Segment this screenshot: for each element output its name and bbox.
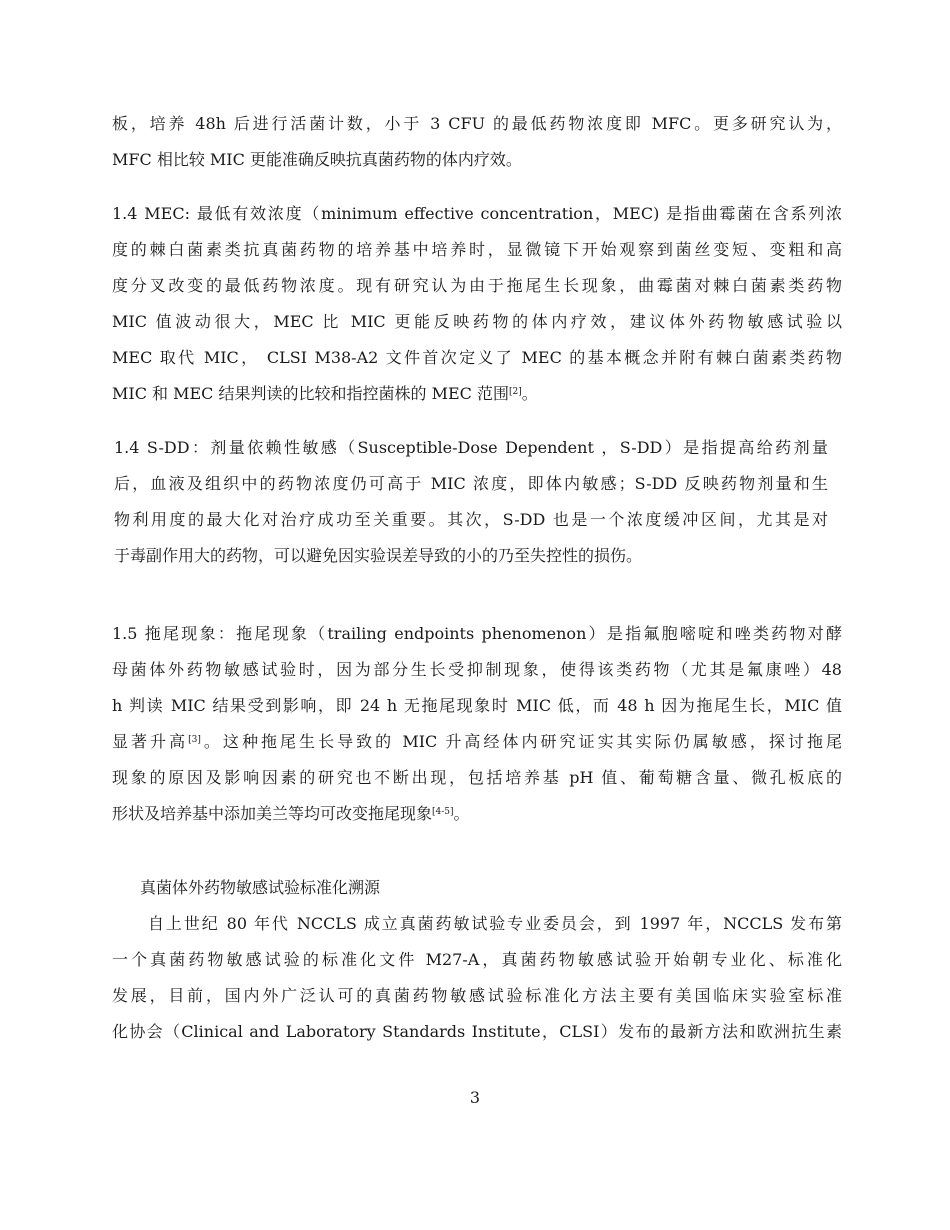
text-run: MEC 取代 MIC， CLSI M38-A2 文件首次定义了 MEC 的基本概念并附有棘白菌素类药物 (112, 348, 842, 367)
text-line (112, 986, 842, 1006)
text-line (114, 474, 828, 494)
text-run: 。 (453, 804, 470, 823)
text-line (114, 510, 828, 530)
citation-reference[interactable]: [4-5] (432, 807, 454, 817)
text-run: 。这种拖尾生长导致的 MIC 升高经体内研究证实其实际仍属敏感，探讨拖尾 (200, 732, 842, 751)
text-line (112, 768, 842, 788)
text-run: 发展，目前，国内外广泛认可的真菌药物敏感试验标准化方法主要有美国临床实验室标准 (112, 986, 842, 1005)
text-run: 于毒副作用大的药物，可以避免因实验误差导致的小的乃至失控性的损伤。 (114, 546, 643, 565)
text-run: 真菌体外药物敏感试验标准化溯源 (140, 878, 381, 897)
text-run: 化协会（Clinical and Laboratory Standards Institute，CLSI）发布的最新方法和欧洲抗生素 (112, 1022, 842, 1041)
text-line (112, 348, 842, 368)
text-run: 板，培养 48h 后进行活菌计数，小于 3 CFU 的最低药物浓度即 MFC。更多研究认为， (112, 114, 842, 133)
citation-reference[interactable]: [2] (509, 387, 522, 397)
text-run: 1.5 拖尾现象：拖尾现象（trailing endpoints phenomenon）是指氟胞嘧啶和唑类药物对酵 (112, 624, 842, 643)
text-run: MFC 相比较 MIC 更能准确反映抗真菌药物的体内疗效。 (112, 150, 522, 169)
text-line (112, 312, 842, 332)
text-run: MIC 和 MEC 结果判读的比较和指控菌株的 MEC 范围 (112, 384, 509, 403)
text-run: MIC 值波动很大，MEC 比 MIC 更能反映药物的体内疗效，建议体外药物敏感试验以 (112, 312, 842, 331)
text-run: 一个真菌药物敏感试验的标准化文件 M27-A，真菌药物敏感试验开始朝专业化、标准化 (112, 950, 842, 969)
text-line (112, 732, 842, 752)
text-run: 度分叉改变的最低药物浓度。现有研究认为由于拖尾生长现象，曲霉菌对棘白菌素类药物 (112, 276, 842, 295)
text-line (112, 804, 842, 824)
text-run: 1.4 S-DD：剂量依赖性敏感（Susceptible-Dose Dependent ，S-DD）是指提高给药剂量 (114, 438, 828, 457)
text-line (112, 276, 842, 296)
page-number: 3 (469, 1088, 481, 1107)
text-line (112, 204, 842, 224)
text-run: 母菌体外药物敏感试验时，因为部分生长受抑制现象，使得该类药物（尤其是氟康唑）48 (112, 660, 842, 679)
text-run: 形状及培养基中添加美兰等均可改变拖尾现象 (112, 804, 433, 823)
text-run: 。 (521, 384, 538, 403)
text-line (112, 150, 842, 170)
text-line (112, 384, 842, 404)
text-run: 显著升高 (112, 732, 189, 751)
text-run: 现象的原因及影响因素的研究也不断出现，包括培养基 pH 值、葡萄糖含量、微孔板底的 (112, 768, 842, 787)
text-line (114, 546, 828, 566)
text-line (112, 114, 842, 134)
text-run: 度的棘白菌素类抗真菌药物的培养基中培养时，显微镜下开始观察到菌丝变短、变粗和高 (112, 240, 842, 259)
citation-reference[interactable]: [3] (188, 735, 201, 745)
text-line (148, 914, 842, 934)
text-run: 物利用度的最大化对治疗成功至关重要。其次，S-DD 也是一个浓度缓冲区间，尤其是对 (114, 510, 828, 529)
text-line (112, 950, 842, 970)
text-run: 后，血液及组织中的药物浓度仍可高于 MIC 浓度，即体内敏感；S-DD 反映药物剂量和生 (114, 474, 828, 493)
text-line (112, 1022, 842, 1042)
text-line (112, 624, 842, 644)
text-run: 自上世纪 80 年代 NCCLS 成立真菌药敏试验专业委员会，到 1997 年，NCCLS 发布第 (148, 914, 842, 933)
text-line (112, 240, 842, 260)
text-line (140, 878, 842, 898)
text-line (112, 660, 842, 680)
text-line (112, 696, 842, 716)
text-run: 1.4 MEC: 最低有效浓度（minimum effective concentration，MEC) 是指曲霉菌在含系列浓 (112, 204, 842, 223)
text-line (114, 438, 828, 458)
text-run: h 判读 MIC 结果受到影响，即 24 h 无拖尾现象时 MIC 低，而 48 h 因为拖尾生长，MIC 值 (112, 696, 842, 715)
